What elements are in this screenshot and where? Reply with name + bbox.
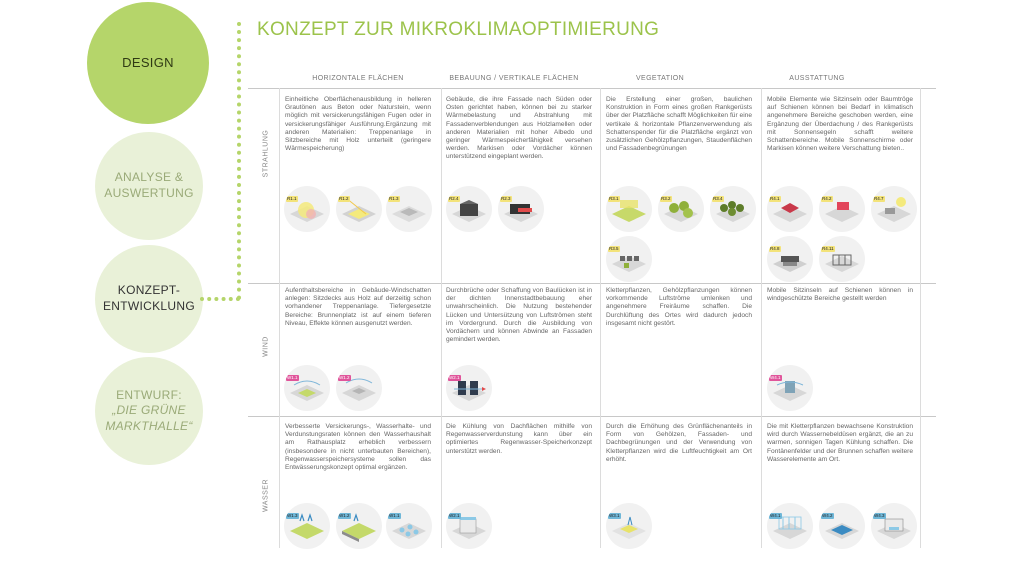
grid-col-line-1 <box>441 88 442 548</box>
illustration-w1-2 <box>336 365 382 411</box>
badge-r2-3: R2.3 <box>501 196 511 201</box>
cell-strahlung-vegetation: Die Erstellung einer großen, baulichen Konstruktion in Form eines großen Rankgerüsts über der Platzfläche schafft Möglichkeiten für eine vertikale & horizontale Pflanzenverwendung als Schattenspender für die Platzfläche ergänzt von zusätzlichen Gehölzpflanzungen, Staudenflächen und Fassadenbegrünungen <box>606 96 752 153</box>
nav-design[interactable] <box>87 2 209 124</box>
badge-r1-3: R1.3 <box>389 196 399 201</box>
illustration-r3-4a <box>710 186 756 232</box>
cell-wasser-bebauung: Die Kühlung von Dachflächen mithilfe von Regenwasserverdunstung kann über ein optimiertes Regenwasser-Speicherkonzept unterstützt werden. <box>446 423 592 455</box>
illustration-r4-11 <box>819 236 865 282</box>
nav-entwurf[interactable] <box>95 357 203 465</box>
badge-wa1-1: W1.1 <box>389 513 400 518</box>
column-header-bebauung: BEBAUUNG / VERTIKALE FLÄCHEN <box>449 75 579 82</box>
page-title: KONZEPT ZUR MIKROKLIMAOPTIMIERUNG <box>257 19 660 40</box>
cell-strahlung-bebauung: Gebäude, die ihre Fassade nach Süden oder Osten gerichtet haben, können bei zu starker Wärmebelastung und Abstrahlung mit Fassadenverblendungen aus Holzlamellen oder anderen Materialien mit hoher Albedo und geringer Wärmespeicherfähigkeit versehen werden. Markisen oder Vordächer können unterstützend eingeplant werden. <box>446 96 592 161</box>
illustration-r2-4 <box>446 186 492 232</box>
nav-analyse-label-1: ANALYSE & <box>114 170 184 185</box>
connector-vertical-dots <box>237 22 241 300</box>
badge-r4-7: R4.7 <box>874 196 884 201</box>
illustration-wa2-1 <box>446 503 492 549</box>
illustration-wa1-3 <box>284 503 330 549</box>
badge-r3-4a: R3.4 <box>713 196 723 201</box>
badge-r4-11: R4.11 <box>822 246 834 251</box>
row-label-wasser: WASSER <box>262 478 270 513</box>
illustration-r2-3 <box>498 186 544 232</box>
nav-konzept-label-2: ENTWICKLUNG <box>103 299 195 313</box>
illustration-w1-1 <box>284 365 330 411</box>
badge-wa4-1: W4.1 <box>770 513 781 518</box>
cell-wasser-horizontal: Verbesserte Versickerungs-, Wasserhalte- und Verdunstungsraten können den Wasserhaushalt am Rathausplatz erheblich verbessern (insbesondere in nicht unterbauten Bereichen), Regenwasserspeichersysteme sollen das Entwässerungskonzept optimal ergänzen. <box>285 423 431 472</box>
badge-r3-5: R3.5 <box>609 246 619 251</box>
illustration-wa1-1 <box>386 503 432 549</box>
badge-w4-1: W4.1 <box>770 375 781 380</box>
cell-wasser-ausstattung: Die mit Kletterpflanzen bewachsene Konstruktion wird durch Wassernebeldüsen ergänzt, die an zu warmen, sonnigen Tagen Kühlung schaffen. Die Fontänenfelder und der Brunnen schaffen weitere Wasserelemente am Ort. <box>767 423 913 463</box>
grid-col-line-2 <box>600 88 601 548</box>
illustration-r3-5 <box>606 236 652 282</box>
row-label-wind: WIND <box>262 336 270 357</box>
nav-entwurf-label-1: ENTWURF: <box>116 387 182 402</box>
nav-analyse-label-2: AUSWERTUNG <box>104 186 194 200</box>
badge-r4-1: R4.1 <box>770 196 780 201</box>
badge-wa1-3: W1.3 <box>287 513 298 518</box>
badge-wa4-2: W4.2 <box>822 513 833 518</box>
illustration-w2-1 <box>446 365 492 411</box>
illustration-r3-2 <box>658 186 704 232</box>
badge-r1-2: R1.2 <box>339 196 349 201</box>
nav-entwurf-label-2: „DIE GRÜNE <box>112 403 186 418</box>
illustration-r1-2 <box>336 186 382 232</box>
grid-line-row2 <box>248 416 936 417</box>
illustration-r1-3 <box>386 186 432 232</box>
badge-wa3-1: W3.1 <box>609 513 620 518</box>
badge-w1-2: W1.2 <box>339 375 350 380</box>
column-header-ausstattung: AUSSTATTUNG <box>789 75 845 82</box>
badge-r2-4: R2.4 <box>449 196 459 201</box>
badge-r4-8: R4.8 <box>770 246 780 251</box>
illustration-wa1-2 <box>336 503 382 549</box>
illustration-wa4-3 <box>871 503 917 549</box>
grid-col-line-3 <box>761 88 762 548</box>
illustration-wa4-1 <box>767 503 813 549</box>
grid-line-top <box>248 88 936 89</box>
nav-analyse[interactable] <box>95 132 203 240</box>
illustration-wa3-1 <box>606 503 652 549</box>
badge-r3-2: R3.2 <box>661 196 671 201</box>
cell-wind-bebauung: Durchbrüche oder Schaffung von Baulücken ist in der dichten Innenstadtbebauung eher unwahrscheinlich. Die Nutzung bestehender Lücken und Untersützung von Luftströmen steht im Vordergrund. Durch die Ausbildung von Vordächern und können Abwinde an Fassaden gemindert werden. <box>446 287 592 344</box>
illustration-r4-1 <box>767 186 813 232</box>
grid-col-line-4 <box>920 88 921 548</box>
cell-wasser-vegetation: Durch die Erhöhung des Grünflächenanteils in Form von Gehölzen, Fassaden- und Dachbegrünungen und der Verwendung von Kletterpflanzen wird die Luftfeuchtigkeit am Ort erhöht. <box>606 423 752 463</box>
badge-w2-1: W2.1 <box>449 375 460 380</box>
badge-wa4-3: W4.3 <box>874 513 885 518</box>
cell-wind-ausstattung: Mobile Sitzinseln auf Schienen können in windgeschützte Bereiche gestellt werden <box>767 287 913 303</box>
column-header-vegetation: VEGETATION <box>635 75 685 82</box>
nav-design-label: DESIGN <box>122 54 174 70</box>
cell-wind-horizontal: Aufenthaltsbereiche in Gebäude-Windschatten anlegen: Sitzdecks aus Holz auf derzeitig schon vorhandener Treppenanlage. Tiefergesetzte Bereiche: Brunnenplatz ist auf einem tieferen Niveau, Effekte können ausgenutzt werden. <box>285 287 431 327</box>
row-label-strahlung: STRAHLUNG <box>262 129 270 178</box>
illustration-wa4-2 <box>819 503 865 549</box>
column-header-horizontal: HORIZONTALE FLÄCHEN <box>312 75 404 82</box>
illustration-r4-7 <box>871 186 917 232</box>
cell-strahlung-horizontal: Einheitliche Oberflächenausbildung in helleren Grautönen aus Beton oder Naturstein, wenn möglich mit versickerungsfähigen Fugen oder in versickerungsfähiger Ausführung.Ergänzung mit anderen Materialien: Treppenanlage in Sitzbereiche mit Holz unterteilt (geringere Wärmespeicherung) <box>285 96 431 153</box>
grid-line-row1 <box>248 283 936 284</box>
nav-konzept[interactable] <box>95 245 203 353</box>
illustration-r4-8 <box>767 236 813 282</box>
cell-wind-vegetation: Kletterpflanzen, Gehölzpflanzungen können vorkommende Luftströme umlenken und angenehmere Freiräume schaffen. Die Durchlüftung des Ortes wird dadurch jedoch insgesamt nicht gestört. <box>606 287 752 327</box>
badge-r1-1: R1.1 <box>287 196 297 201</box>
cell-strahlung-ausstattung: Mobile Elemente wie Sitzinseln oder Baumtröge auf Schienen können bei Bedarf in klimatisch angenehmere Bereiche geschoben werden, eine Ergänzung der Überdachung / des Rankgerüsts mit Sonnensegeln schafft weitere Schattenbereiche. Mobile Sonnenschirme oder Markisen können weitere Verschattung bieten.. <box>767 96 913 153</box>
badge-r3-1: R3.1 <box>609 196 619 201</box>
grid-col-line-0 <box>279 88 280 548</box>
badge-w1-1: W1.1 <box>287 375 298 380</box>
badge-wa2-1: W2.1 <box>449 513 460 518</box>
illustration-w4-1 <box>767 365 813 411</box>
nav-entwurf-label-3: MARKTHALLE“ <box>105 418 193 433</box>
illustration-r1-1 <box>284 186 330 232</box>
illustration-r3-1 <box>606 186 652 232</box>
badge-wa1-2: W1.2 <box>339 513 350 518</box>
nav-konzept-label-1: KONZEPT- <box>117 283 181 298</box>
badge-r4-2: R4.2 <box>822 196 832 201</box>
illustration-r4-2 <box>819 186 865 232</box>
connector-horizontal-dots <box>200 297 240 301</box>
